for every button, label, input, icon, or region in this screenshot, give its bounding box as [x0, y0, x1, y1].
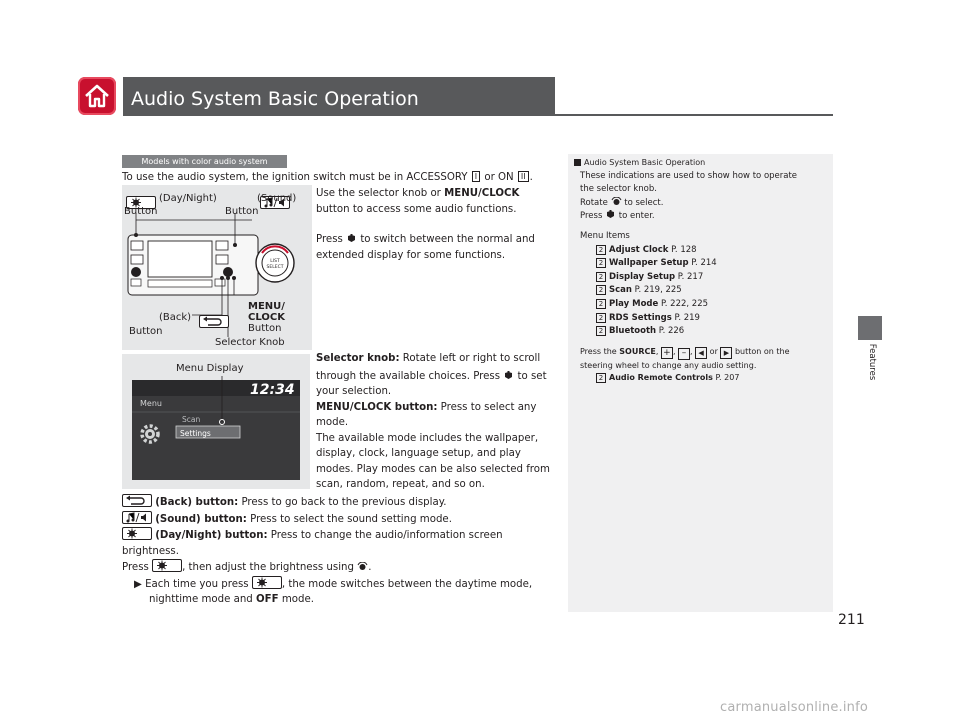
note-rotate-after: to select.: [624, 197, 664, 208]
screen-menu-title: Menu: [140, 399, 162, 408]
reference-arrow-icon: 2: [596, 326, 606, 336]
reference-arrow-icon: 2: [596, 299, 606, 309]
menu-clock-line2: mode.: [316, 417, 349, 428]
note-line2: the selector knob.: [580, 184, 657, 195]
menu-item-name: Adjust Clock: [609, 244, 669, 255]
menu-clock-modes-line: modes. Play modes can be also selected from: [316, 463, 550, 475]
page-title: Audio System Basic Operation: [131, 88, 419, 110]
menu-item-link[interactable]: [596, 244, 829, 258]
screen-clock: 12:34: [250, 382, 295, 398]
menu-clock-line1: Press to select any: [440, 401, 537, 413]
day-night-desc2: brightness.: [122, 545, 179, 557]
sound-button-term: (Sound) button:: [155, 513, 247, 525]
intro-end: .: [529, 172, 533, 183]
reference-arrow-icon: 2: [596, 258, 606, 268]
source-before: Press the: [580, 346, 617, 356]
day-night-each-before: Each time you press: [145, 578, 249, 590]
menu-item-link[interactable]: [596, 298, 829, 312]
press-knob-icon: [503, 371, 514, 380]
accessory-key: I: [472, 171, 480, 182]
selector-knob-term: Selector knob:: [316, 353, 400, 364]
press-after: to switch between the normal and: [360, 234, 535, 245]
day-night-press-before: Press: [122, 562, 149, 573]
day-night-button-desc: Press to change the audio/information screen: [270, 530, 503, 541]
side-note-panel: Audio System Basic Operation These indications are used to show how to operate the selector knob. Rotate to select. Press to enter. Menu Items 2 Adjust Clock P. 128 2 Wallpaper Setup P. 214 2 Display Setup P. 217 2 Scan P. 219, 225 2 Play Mode P. 222, 225 2 RDS Settings P. 219 2 Bluetooth P. 226 Press the SOURCE, + , – , ◀ or ▶ button on the steering wheel to change any audio setting. 2 Audio Remote Controls P. 207: [568, 154, 833, 612]
day-night-each-line2-before: nighttime mode and: [149, 594, 253, 605]
press-line2: extended display for some functions.: [316, 249, 506, 261]
day-night-button-icon: [152, 559, 182, 572]
back-button-icon: [199, 315, 229, 328]
rotate-knob-icon: [611, 197, 622, 206]
day-night-press-after: , then adjust the brightness using: [182, 562, 354, 573]
left-button-icon: ◀: [695, 347, 707, 359]
press-knob-icon: [605, 210, 616, 219]
note-press-after: to enter.: [618, 211, 655, 222]
watermark: carmanualsonline.info: [720, 700, 869, 715]
screen-settings-item[interactable]: Settings: [180, 429, 211, 438]
right-button-icon: ▶: [720, 347, 732, 359]
on-key: II: [518, 171, 529, 182]
menu-item-page: P. 219: [674, 312, 700, 323]
day-night-press-end: .: [368, 562, 372, 573]
minus-button-icon: –: [678, 348, 690, 360]
note-rotate-before: Rotate: [580, 197, 608, 208]
menu-item-name: Bluetooth: [609, 326, 657, 337]
day-night-button-icon: [252, 576, 282, 589]
audio-unit-figure: [122, 185, 312, 350]
page-number: 211: [838, 612, 865, 628]
press-before: Press: [316, 234, 343, 245]
menu-item-page: P. 219, 225: [634, 285, 682, 296]
reference-arrow-icon: 2: [596, 373, 606, 383]
arrow-bullet-icon: ▶: [134, 578, 142, 590]
menu-item-name: RDS Settings: [609, 312, 672, 323]
day-night-each-line2-after: mode.: [281, 594, 314, 605]
svg-text:SELECT: SELECT: [266, 265, 284, 270]
remote-controls-name: Audio Remote Controls: [609, 372, 713, 382]
back-button-word: Button: [129, 326, 163, 337]
plus-button-icon: +: [661, 347, 673, 359]
selector-knob-line3: your selection.: [316, 386, 392, 397]
back-label: (Back): [159, 312, 192, 323]
selector-intro-line2: button to access some audio functions.: [316, 203, 517, 215]
sound-label: (Sound): [257, 193, 297, 204]
reference-arrow-icon: 2: [596, 285, 606, 295]
menu-item-name: Scan: [609, 285, 632, 296]
source-term: SOURCE: [619, 346, 656, 356]
menu-item-page: P. 226: [658, 326, 685, 337]
menu-clock-term: MENU/CLOCK: [444, 188, 520, 199]
day-night-each-after: , the mode switches between the daytime mode,: [281, 578, 533, 590]
clock-label: CLOCK: [248, 312, 285, 323]
day-night-label: (Day/Night): [159, 193, 217, 204]
selector-knob-line1: Rotate left or right to scroll: [402, 353, 541, 364]
models-badge: Models with color audio system: [122, 155, 287, 168]
selector-knob-line2-before: through the available choices. Press: [316, 370, 501, 382]
note-icon: [574, 159, 581, 166]
svg-text:LIST: LIST: [270, 259, 280, 264]
menu-item-page: P. 214: [691, 258, 717, 269]
selector-intro: [316, 186, 556, 263]
menu-item-name: Display Setup: [609, 271, 676, 282]
menu-clock-button-term: MENU/CLOCK button:: [316, 401, 438, 413]
selector-knob-line2-after: to set: [517, 370, 547, 382]
intro-or-on: or ON: [484, 172, 514, 183]
day-night-button-term: (Day/Night) button:: [155, 530, 268, 541]
intro-text: [122, 170, 533, 186]
day-night-button-word: Button: [124, 206, 158, 217]
menu-item-name: Play Mode: [609, 298, 659, 309]
menu-item-link[interactable]: [596, 325, 829, 339]
note-press-before: Press: [580, 211, 603, 222]
menu-item-link[interactable]: [596, 271, 829, 285]
source-line2: steering wheel to change any audio setting.: [580, 360, 757, 370]
selector-knob-desc: [316, 351, 556, 493]
menu-clock-modes-line: scan, random, repeat, and so on.: [316, 479, 485, 490]
selector-intro-before: Use the selector knob or: [316, 188, 441, 199]
menu-item-name: Wallpaper Setup: [609, 258, 689, 269]
menu-item-page: P. 222, 225: [660, 298, 709, 309]
reference-arrow-icon: 2: [596, 272, 606, 282]
title-divider: [123, 114, 833, 116]
menu-items-heading: Menu Items: [580, 230, 630, 241]
press-knob-icon: [346, 234, 357, 243]
side-tab-label: Features: [867, 343, 877, 381]
intro-before: To use the audio system, the ignition switch must be in ACCESSORY: [122, 172, 468, 183]
menu-item-page: P. 128: [671, 244, 697, 255]
reference-arrow-icon: 2: [596, 313, 606, 323]
note-line1: These indications are used to show how to operate: [580, 170, 798, 181]
menu-clock-modes-line: The available mode includes the wallpaper,: [316, 432, 539, 444]
menu-display-label: Menu Display: [176, 363, 244, 374]
back-button-term: (Back) button:: [155, 497, 239, 508]
remote-controls-link[interactable]: [580, 372, 829, 384]
back-button-icon: [122, 494, 152, 507]
selector-knob-label: Selector Knob: [215, 337, 285, 348]
menu-item-link[interactable]: [596, 284, 829, 298]
source-or: or: [709, 346, 718, 356]
sound-button-desc: Press to select the sound setting mode.: [250, 513, 452, 525]
menu-label: MENU/: [248, 301, 285, 312]
off-term: OFF: [256, 594, 279, 605]
menu-item-link[interactable]: [596, 312, 829, 326]
menu-clock-button-word: Button: [248, 323, 282, 334]
back-button-desc: Press to go back to the previous display.: [241, 497, 447, 508]
reference-arrow-icon: 2: [596, 245, 606, 255]
rotate-knob-icon: [357, 562, 368, 571]
note-heading: Audio System Basic Operation: [584, 158, 706, 167]
menu-display-figure: [122, 354, 310, 489]
menu-clock-modes-line: display, clock, language setup, and play: [316, 448, 521, 459]
day-night-button-icon: [122, 527, 152, 540]
sound-button-word: Button: [225, 206, 259, 217]
remote-controls-page: P. 207: [715, 372, 740, 382]
menu-item-link[interactable]: [596, 257, 829, 271]
screen-scan-item[interactable]: Scan: [182, 415, 201, 424]
source-after: button on the: [734, 346, 790, 356]
menu-item-page: P. 217: [677, 271, 704, 282]
button-descriptions: [122, 494, 562, 608]
sound-button-icon: [122, 511, 152, 524]
home-icon[interactable]: [78, 77, 116, 115]
